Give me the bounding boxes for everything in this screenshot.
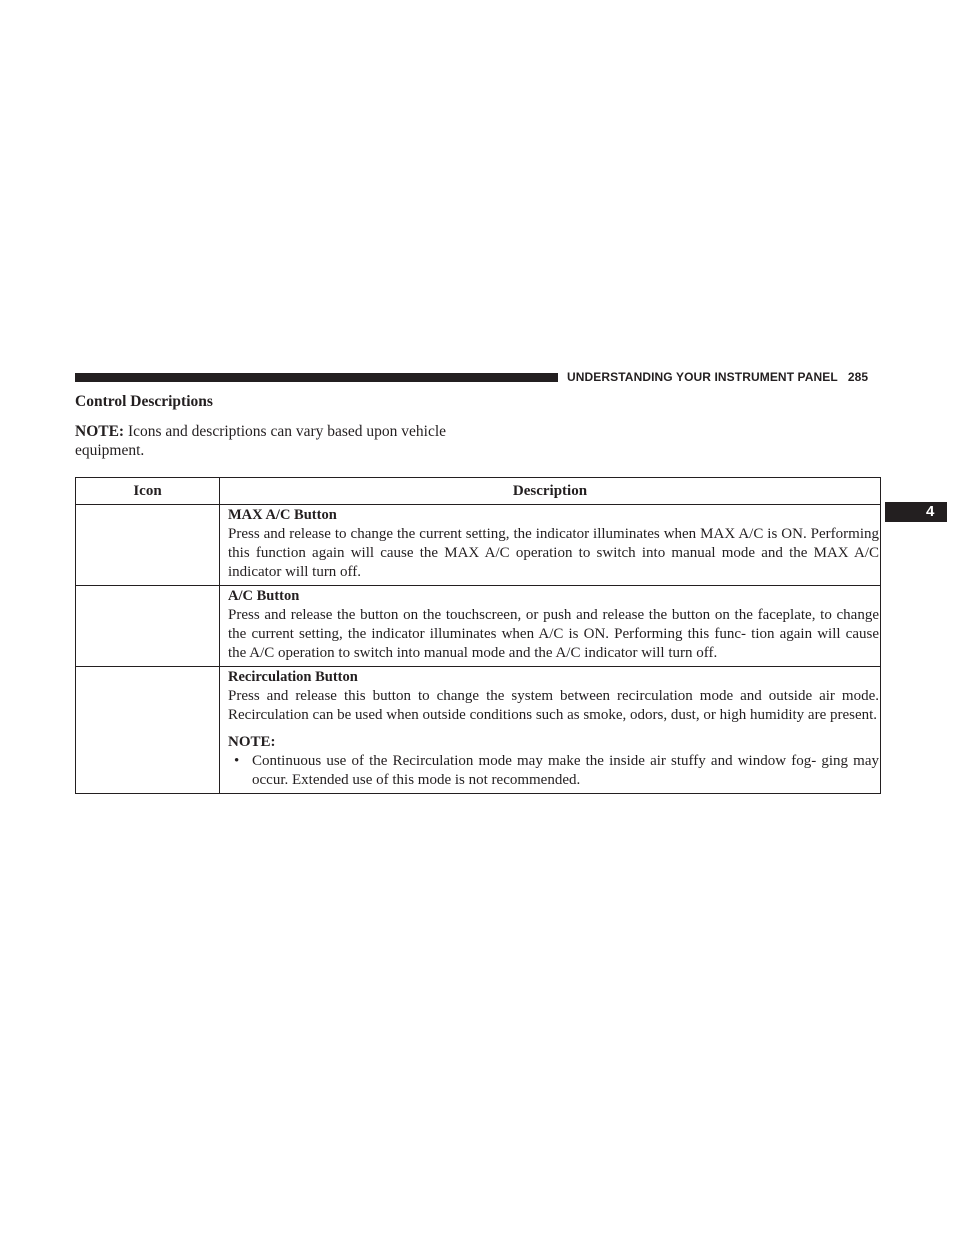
section-heading: Control Descriptions xyxy=(75,393,213,410)
column-header-icon: Icon xyxy=(76,478,220,505)
page-number: 285 xyxy=(847,370,869,384)
chapter-tab xyxy=(885,502,947,522)
running-header xyxy=(567,370,868,384)
header-title: UNDERSTANDING YOUR INSTRUMENT PANEL xyxy=(567,370,838,384)
recirculation-icon-cell xyxy=(76,667,220,794)
column-header-description: Description xyxy=(220,478,881,505)
description-cell xyxy=(220,586,881,667)
row-title: A/C Button xyxy=(228,588,300,604)
bullet-text: Continuous use of the Recirculation mode may make the inside air stuffy and window fog- ging may occur. Extended use of this mode is not recommended. xyxy=(252,753,879,788)
table-header-row xyxy=(76,478,881,505)
note-paragraph xyxy=(75,422,475,460)
chapter-number: 4 xyxy=(926,503,935,520)
row-body: Press and release the button on the touchscreen, or push and release the button on the faceplate, to change the current setting, the indicator illuminates when A/C is ON. Performing this func- tion again will cause the A/C operation to switch into manual mode and the A/C indicator will turn off. xyxy=(228,607,879,661)
bullet-item xyxy=(228,752,879,790)
table-row-recirculation xyxy=(76,667,881,794)
row-body: Press and release this button to change the system between recirculation mode and outside air mode. Recirculation can be used when outside conditions such as smoke, odors, dust, or high humidity are present. xyxy=(228,688,879,723)
row-note-label: NOTE: xyxy=(228,734,276,750)
row-body: Press and release to change the current setting, the indicator illuminates when MAX A/C is ON. Performing this function again will cause the MAX A/C operation to switch into manual mode and the MAX A/C indicator will turn off. xyxy=(228,526,879,580)
description-cell xyxy=(220,505,881,586)
ac-icon-cell xyxy=(76,586,220,667)
max-ac-icon-cell xyxy=(76,505,220,586)
table-row-max-ac xyxy=(76,505,881,586)
row-title: Recirculation Button xyxy=(228,669,358,685)
header-rule xyxy=(75,373,558,382)
description-cell xyxy=(220,667,881,794)
bullet-icon: • xyxy=(234,753,240,769)
control-descriptions-table xyxy=(75,477,881,794)
note-label: NOTE: xyxy=(75,423,125,440)
row-title: MAX A/C Button xyxy=(228,507,337,523)
note-text: Icons and descriptions can vary based upon vehicle equipment. xyxy=(75,423,447,459)
table-row-ac xyxy=(76,586,881,667)
